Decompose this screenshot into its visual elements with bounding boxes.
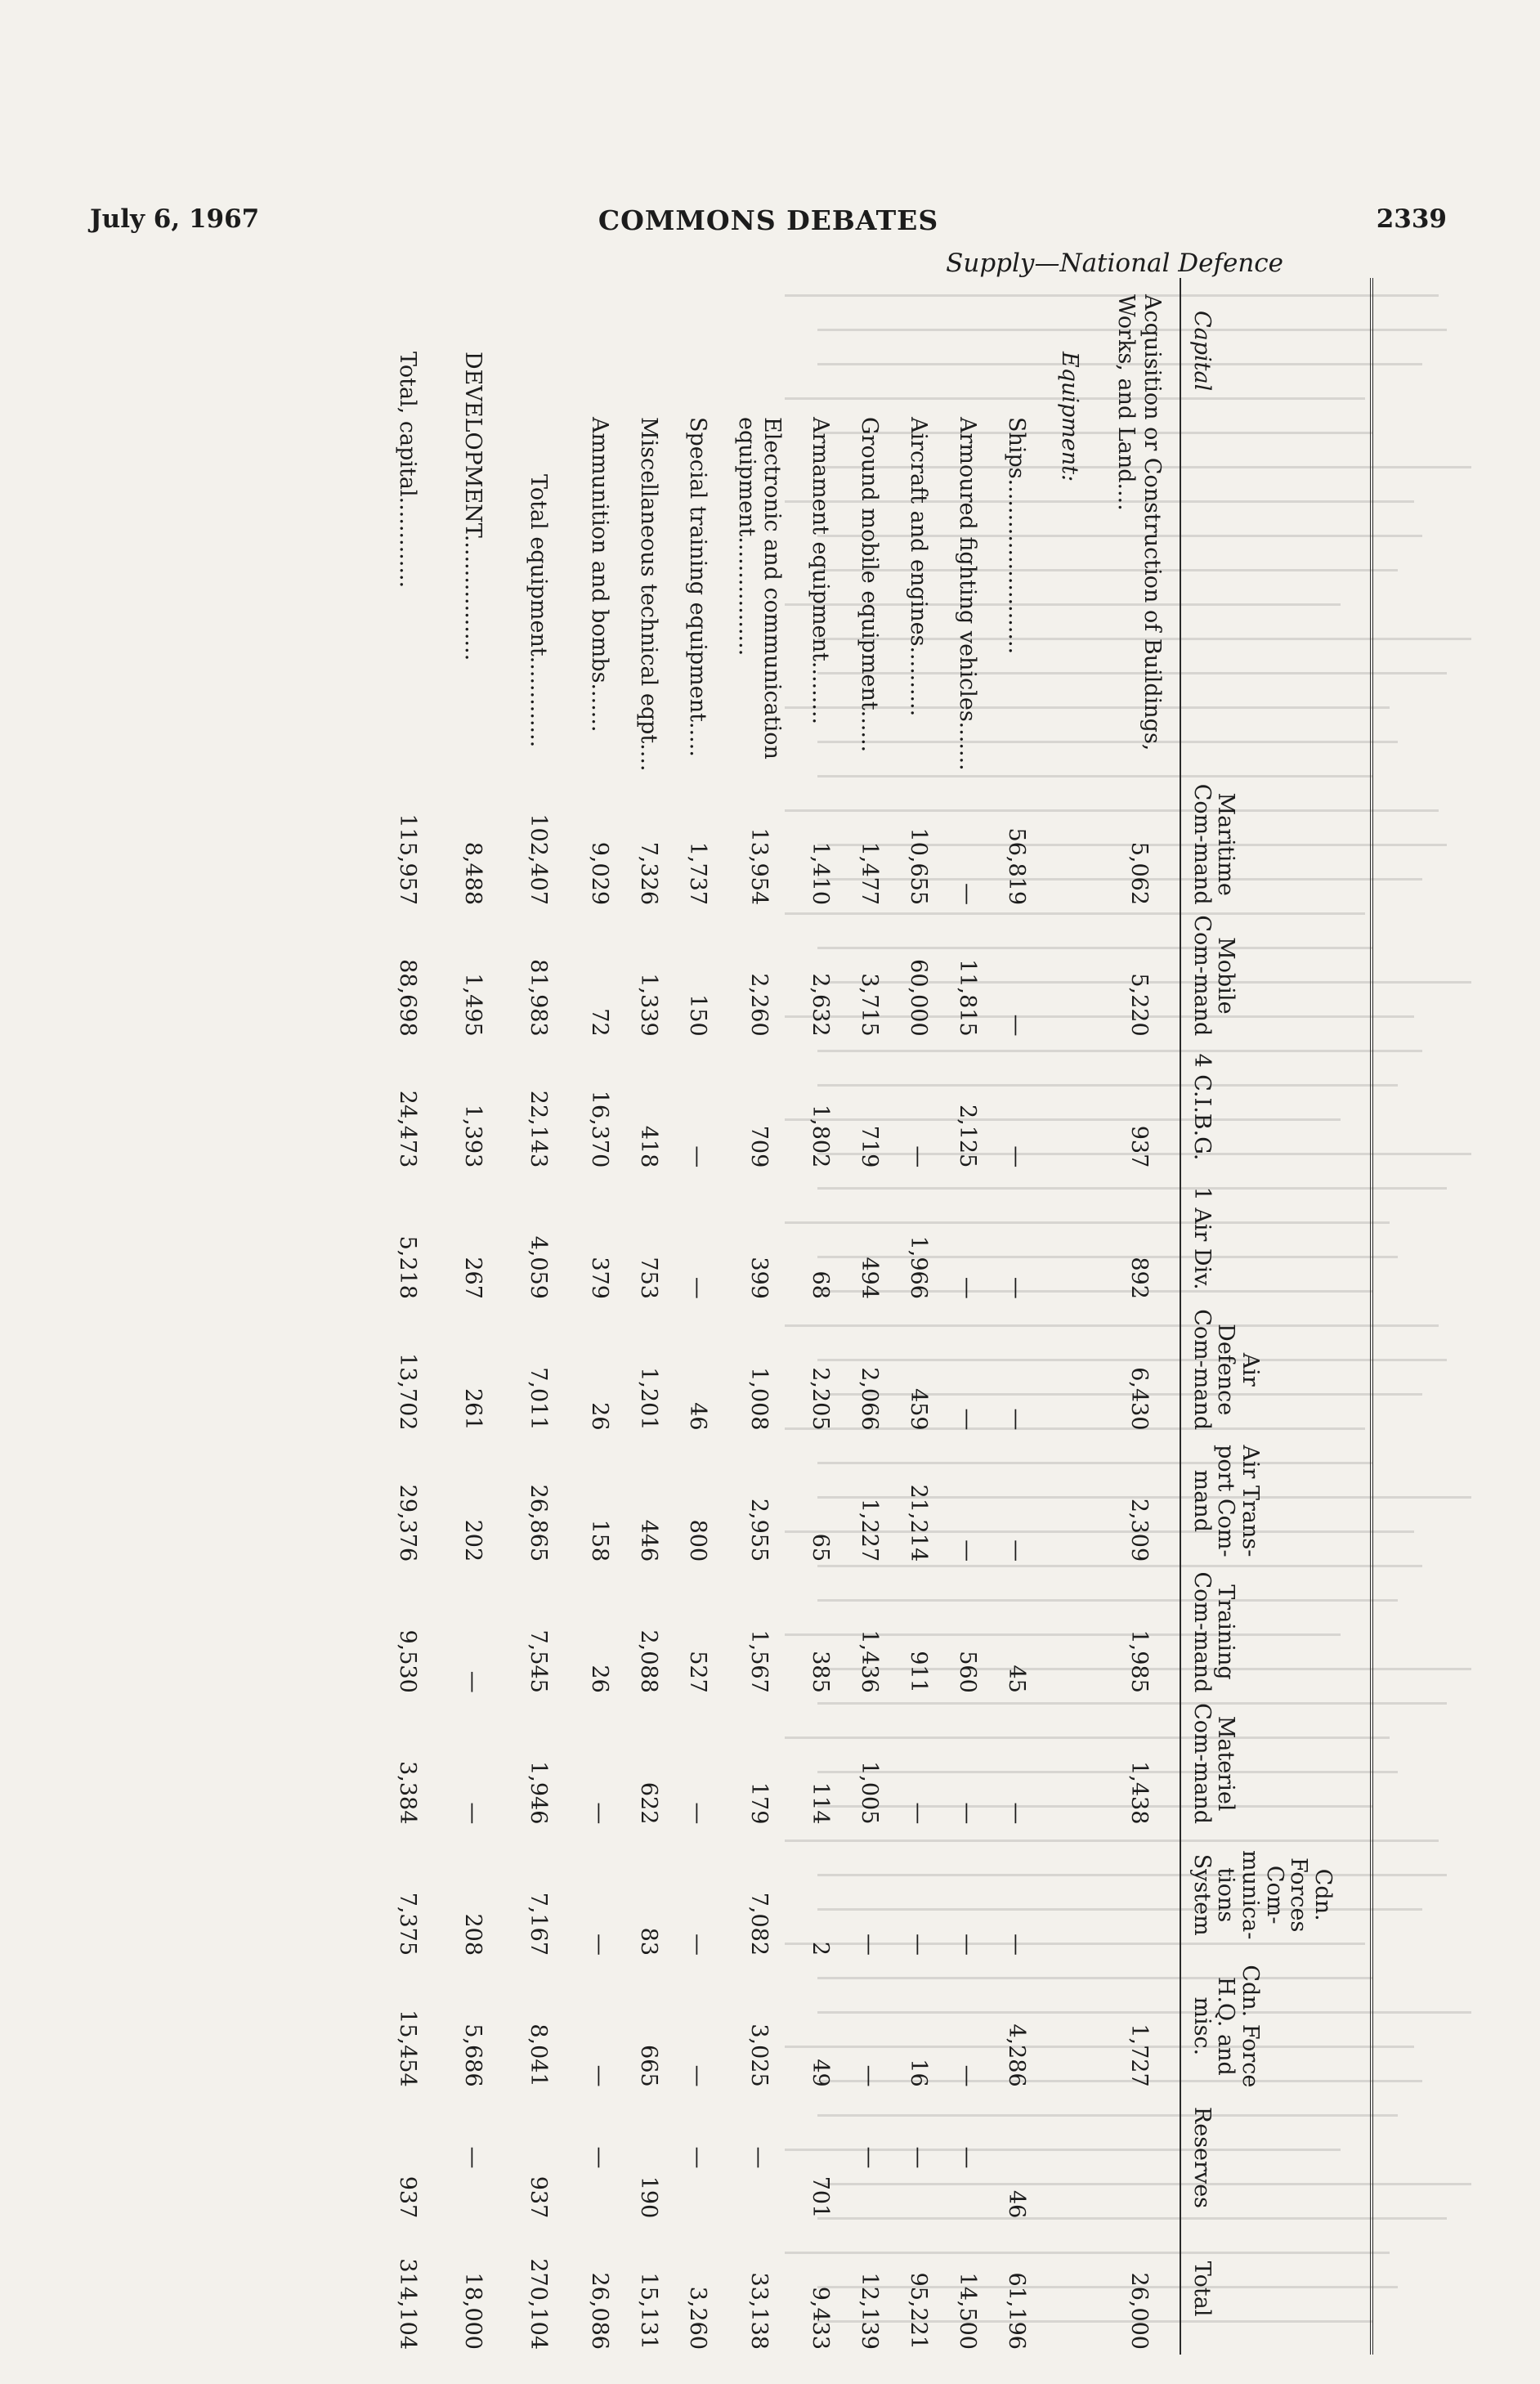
table-cell: — bbox=[685, 1276, 711, 1299]
table-cell: 937 bbox=[395, 2176, 421, 2219]
table-cell: 5,218 bbox=[395, 1235, 421, 1299]
table-cell: 5,220 bbox=[1126, 973, 1152, 1037]
table-cell: 7,326 bbox=[636, 841, 662, 906]
table-cell: 2,205 bbox=[808, 1367, 834, 1431]
table-cell: — bbox=[587, 1934, 613, 1956]
table-body bbox=[371, 278, 1180, 2355]
table-cell: 1,339 bbox=[636, 973, 662, 1037]
table-cell: 12,139 bbox=[857, 2272, 883, 2350]
table-row bbox=[992, 278, 1041, 2355]
table-cell bbox=[1041, 1698, 1099, 1830]
table-cell bbox=[1041, 1829, 1099, 1961]
table-cell: 709 bbox=[746, 1125, 772, 1168]
table-cell: 81,983 bbox=[526, 959, 552, 1037]
table-cell: 3,715 bbox=[857, 973, 883, 1037]
table-cell: 26,865 bbox=[526, 1484, 552, 1562]
table-cell: — bbox=[906, 1145, 932, 1168]
row-label: Equipment: bbox=[1057, 352, 1083, 482]
table-cell: 9,029 bbox=[587, 841, 613, 906]
table-cell bbox=[1041, 778, 1099, 910]
table-row bbox=[371, 278, 445, 2355]
table-cell: 2,632 bbox=[808, 973, 834, 1037]
table-cell: — bbox=[685, 1145, 711, 1168]
table-cell: 1,393 bbox=[460, 1104, 486, 1168]
table-cell: 15,131 bbox=[636, 2272, 662, 2350]
table-cell: 267 bbox=[460, 1257, 486, 1299]
table-cell: 3,260 bbox=[685, 2286, 711, 2350]
table-cell: — bbox=[460, 1802, 486, 1825]
table-cell: — bbox=[857, 1934, 883, 1956]
table-cell: — bbox=[460, 2146, 486, 2169]
row-label: Electronic and communication equipment................. bbox=[734, 417, 786, 760]
table-cell: 2,088 bbox=[636, 1629, 662, 1693]
table-cell: — bbox=[587, 1802, 613, 1825]
table-cell: 385 bbox=[808, 1651, 834, 1693]
table-cell: 49 bbox=[808, 2059, 834, 2087]
table-cell: 937 bbox=[526, 2176, 552, 2219]
table-row bbox=[502, 278, 575, 2355]
table-cell: — bbox=[906, 1934, 932, 1956]
row-label: Ground mobile equipment...... bbox=[857, 417, 883, 753]
table-cell: 1,201 bbox=[636, 1367, 662, 1431]
table-row bbox=[723, 278, 796, 2355]
table-cell: 701 bbox=[808, 2176, 834, 2219]
column-header: 4 C.I.B.G. bbox=[1180, 1042, 1372, 1173]
column-header: Air Trans-port Com-mand bbox=[1180, 1436, 1372, 1567]
table-cell bbox=[1041, 2092, 1099, 2224]
table-header-row bbox=[1180, 278, 1372, 2355]
table-cell: 68 bbox=[808, 1270, 834, 1299]
table-cell: 2 bbox=[808, 1941, 834, 1956]
table-cell: 114 bbox=[808, 1781, 834, 1825]
table-cell bbox=[1099, 1829, 1180, 1961]
table-cell: — bbox=[587, 2064, 613, 2087]
table-cell: 3,384 bbox=[395, 1761, 421, 1825]
table-cell: 26 bbox=[587, 1402, 613, 1431]
table-cell: 13,954 bbox=[746, 827, 772, 906]
table-cell: 45 bbox=[1004, 1665, 1030, 1693]
table-cell: 46 bbox=[1004, 2189, 1030, 2219]
row-label: DEVELOPMENT.................. bbox=[460, 352, 486, 661]
table-cell: — bbox=[1004, 1934, 1030, 1956]
table-cell: — bbox=[1004, 1014, 1030, 1037]
table-cell: 26,000 bbox=[1126, 2272, 1152, 2350]
table-cell bbox=[1041, 1172, 1099, 1304]
column-header: Materiel Com-mand bbox=[1180, 1698, 1372, 1830]
table-cell: — bbox=[857, 2146, 883, 2169]
table-cell: 1,227 bbox=[857, 1498, 883, 1562]
table-cell: 800 bbox=[685, 1519, 711, 1562]
column-header: Reserves bbox=[1180, 2092, 1372, 2224]
row-label: Total, capital............. bbox=[395, 352, 421, 589]
table-cell: 1,567 bbox=[746, 1629, 772, 1693]
table-cell: — bbox=[906, 1802, 932, 1825]
table-cell: 5,062 bbox=[1126, 841, 1152, 906]
page-header bbox=[90, 204, 1447, 245]
table-cell: 65 bbox=[808, 1533, 834, 1562]
table-cell: 56,819 bbox=[1004, 827, 1030, 906]
table-cell: 560 bbox=[955, 1651, 981, 1693]
table-cell: 14,500 bbox=[955, 2272, 981, 2350]
row-label: Miscellaneous technical eqpt.... bbox=[636, 417, 662, 772]
table-cell: 22,143 bbox=[526, 1090, 552, 1168]
table-cell: 1,946 bbox=[526, 1761, 552, 1825]
table-cell: 95,221 bbox=[906, 2272, 932, 2350]
table-cell: 2,125 bbox=[955, 1104, 981, 1168]
section-subtitle: Supply—National Defence bbox=[946, 249, 1283, 278]
row-label: Armoured fighting vehicles....... bbox=[955, 417, 981, 771]
table-cell bbox=[1041, 1042, 1099, 1173]
header-date: July 6, 1967 bbox=[90, 204, 260, 234]
table-cell bbox=[1041, 1566, 1099, 1698]
table-cell: 88,698 bbox=[395, 959, 421, 1037]
table-cell: 446 bbox=[636, 1519, 662, 1562]
table-cell: 3,025 bbox=[746, 2023, 772, 2087]
table-cell: — bbox=[685, 2146, 711, 2169]
table-row bbox=[1041, 278, 1099, 2355]
table-cell: 2,955 bbox=[746, 1498, 772, 1562]
table-cell: 527 bbox=[685, 1651, 711, 1693]
table-cell: 46 bbox=[685, 1402, 711, 1431]
table-cell: 26,086 bbox=[587, 2272, 613, 2350]
table-cell: 665 bbox=[636, 2045, 662, 2087]
table-cell: 261 bbox=[460, 1387, 486, 1431]
table-cell: — bbox=[955, 1802, 981, 1825]
table-cell: 16,370 bbox=[587, 1090, 613, 1168]
table-cell: 115,957 bbox=[395, 813, 421, 906]
table-cell: — bbox=[460, 1670, 486, 1693]
table-cell: 4,059 bbox=[526, 1235, 552, 1299]
table-cell: 892 bbox=[1126, 1257, 1152, 1299]
table-cell: 9,433 bbox=[808, 2286, 834, 2350]
table-row bbox=[575, 278, 625, 2355]
table-cell: 24,473 bbox=[395, 1090, 421, 1168]
header-page-number: 2339 bbox=[1376, 204, 1447, 234]
table-row bbox=[625, 278, 674, 2355]
table-cell: 72 bbox=[587, 1008, 613, 1037]
column-header: Air Defence Com-mand bbox=[1180, 1304, 1372, 1436]
table-cell: 7,082 bbox=[746, 1892, 772, 1956]
capital-expenditure-table bbox=[371, 278, 1373, 2355]
column-header: Total bbox=[1180, 2223, 1372, 2355]
table-cell: 7,545 bbox=[526, 1629, 552, 1693]
table-cell: — bbox=[857, 2064, 883, 2087]
table-cell: — bbox=[685, 1802, 711, 1825]
table-cell: 102,407 bbox=[526, 813, 552, 906]
table-cell: 1,008 bbox=[746, 1367, 772, 1431]
table-cell: 2,309 bbox=[1126, 1498, 1152, 1562]
table-cell: 5,686 bbox=[460, 2023, 486, 2087]
table-cell: 1,477 bbox=[857, 841, 883, 906]
header-title: COMMONS DEBATES bbox=[598, 204, 939, 236]
table-cell: 61,196 bbox=[1004, 2272, 1030, 2350]
table-row bbox=[943, 278, 992, 2355]
table-cell: 1,005 bbox=[857, 1761, 883, 1825]
table-cell: — bbox=[746, 2146, 772, 2169]
table-cell: 1,966 bbox=[906, 1235, 932, 1299]
row-label: Special training equipment..... bbox=[685, 417, 711, 757]
table-cell: 1,495 bbox=[460, 973, 486, 1037]
table-cell bbox=[1041, 1961, 1099, 2092]
table-cell: 937 bbox=[1126, 1125, 1152, 1168]
table-cell: — bbox=[1004, 1802, 1030, 1825]
row-label: Armament equipment......... bbox=[808, 417, 834, 725]
table-row bbox=[894, 278, 943, 2355]
table-cell: 6,430 bbox=[1126, 1367, 1152, 1431]
table-cell bbox=[1041, 1436, 1099, 1567]
table-cell: 8,041 bbox=[526, 2023, 552, 2087]
table-cell: — bbox=[955, 1276, 981, 1299]
table-cell: 202 bbox=[460, 1519, 486, 1562]
table-cell: 158 bbox=[587, 1519, 613, 1562]
table-cell: 2,260 bbox=[746, 973, 772, 1037]
table-cell: 1,438 bbox=[1126, 1761, 1152, 1825]
table-cell: 10,655 bbox=[906, 827, 932, 906]
table-cell: 753 bbox=[636, 1257, 662, 1299]
table-cell: 208 bbox=[460, 1913, 486, 1956]
table-cell: 29,376 bbox=[395, 1484, 421, 1562]
table-cell: 11,815 bbox=[955, 959, 981, 1037]
table-cell: 1,985 bbox=[1126, 1629, 1152, 1693]
table-cell: 622 bbox=[636, 1781, 662, 1825]
table-cell: 179 bbox=[746, 1781, 772, 1825]
table-cell: 4,286 bbox=[1004, 2023, 1030, 2087]
table-cell: 314,104 bbox=[395, 2258, 421, 2350]
table-cell: 21,214 bbox=[906, 1484, 932, 1562]
table-cell: 60,000 bbox=[906, 959, 932, 1037]
table-cell: 1,802 bbox=[808, 1104, 834, 1168]
table-cell: — bbox=[1004, 1145, 1030, 1168]
table-cell: 7,375 bbox=[395, 1892, 421, 1956]
table-cell: 2,066 bbox=[857, 1367, 883, 1431]
column-header: Cdn. Force H.Q. and misc. bbox=[1180, 1961, 1372, 2092]
table-row bbox=[674, 278, 723, 2355]
row-label: Total equipment............. bbox=[526, 474, 552, 748]
table-cell: 379 bbox=[587, 1257, 613, 1299]
row-label: Ships......................... bbox=[1004, 417, 1030, 655]
table-cell: 15,454 bbox=[395, 2010, 421, 2087]
table-cell: 1,436 bbox=[857, 1629, 883, 1693]
table-cell: — bbox=[955, 883, 981, 906]
table-cell: 494 bbox=[857, 1257, 883, 1299]
table-cell: 150 bbox=[685, 994, 711, 1037]
table-cell: 13,702 bbox=[395, 1353, 421, 1431]
table-cell: 1,727 bbox=[1126, 2023, 1152, 2087]
table-cell: 911 bbox=[906, 1651, 932, 1693]
table-cell: 83 bbox=[636, 1927, 662, 1956]
column-header: Mobile Com-mand bbox=[1180, 910, 1372, 1042]
table-cell: 7,011 bbox=[526, 1367, 552, 1431]
table-cell: — bbox=[587, 2146, 613, 2169]
table-cell: 33,138 bbox=[746, 2272, 772, 2350]
table-cell: — bbox=[1004, 1408, 1030, 1431]
table-cell: 9,530 bbox=[395, 1629, 421, 1693]
table-row bbox=[1099, 278, 1180, 2355]
table-cell: — bbox=[685, 1934, 711, 1956]
table-cell: 459 bbox=[906, 1387, 932, 1431]
table-cell bbox=[1041, 1304, 1099, 1436]
table-row bbox=[445, 278, 502, 2355]
table-cell: 18,000 bbox=[460, 2272, 486, 2350]
table-cell: 7,167 bbox=[526, 1892, 552, 1956]
row-label: Acquisition or Construction of Buildings, Works, and Land.... bbox=[1113, 294, 1165, 751]
table-cell: — bbox=[955, 1934, 981, 1956]
table-cell: — bbox=[1004, 1539, 1030, 1562]
table-cell: 418 bbox=[636, 1125, 662, 1168]
column-header: Training Com-mand bbox=[1180, 1566, 1372, 1698]
table-cell: 26 bbox=[587, 1665, 613, 1693]
table-cell: 399 bbox=[746, 1257, 772, 1299]
corner-label: Capital bbox=[1180, 278, 1372, 778]
table-cell bbox=[1041, 2223, 1099, 2355]
column-header: Maritime Com-mand bbox=[1180, 778, 1372, 910]
table-cell bbox=[1041, 910, 1099, 1042]
table-cell: — bbox=[906, 2146, 932, 2169]
table-cell: 16 bbox=[906, 2059, 932, 2087]
rotated-table-container bbox=[139, 278, 1373, 2355]
table-cell: — bbox=[955, 2146, 981, 2169]
table-row bbox=[796, 278, 845, 2355]
table-cell: 190 bbox=[636, 2176, 662, 2219]
table-cell: — bbox=[955, 1408, 981, 1431]
table-cell: 270,104 bbox=[526, 2258, 552, 2350]
table-cell: 1,410 bbox=[808, 841, 834, 906]
table-cell: 1,737 bbox=[685, 841, 711, 906]
table-row bbox=[845, 278, 894, 2355]
table-cell: 8,488 bbox=[460, 841, 486, 906]
table-cell: — bbox=[685, 2064, 711, 2087]
column-header: Cdn. Forces Com-munica-tions System bbox=[1180, 1829, 1372, 1961]
table-cell: — bbox=[1004, 1276, 1030, 1299]
table-cell: — bbox=[955, 2064, 981, 2087]
column-header: 1 Air Div. bbox=[1180, 1172, 1372, 1304]
table-cell bbox=[1099, 2092, 1180, 2224]
row-label: Ammunition and bombs....... bbox=[587, 417, 613, 733]
table-cell: — bbox=[955, 1539, 981, 1562]
table-cell: 719 bbox=[857, 1125, 883, 1168]
row-label: Aircraft and engines.......... bbox=[906, 417, 932, 717]
